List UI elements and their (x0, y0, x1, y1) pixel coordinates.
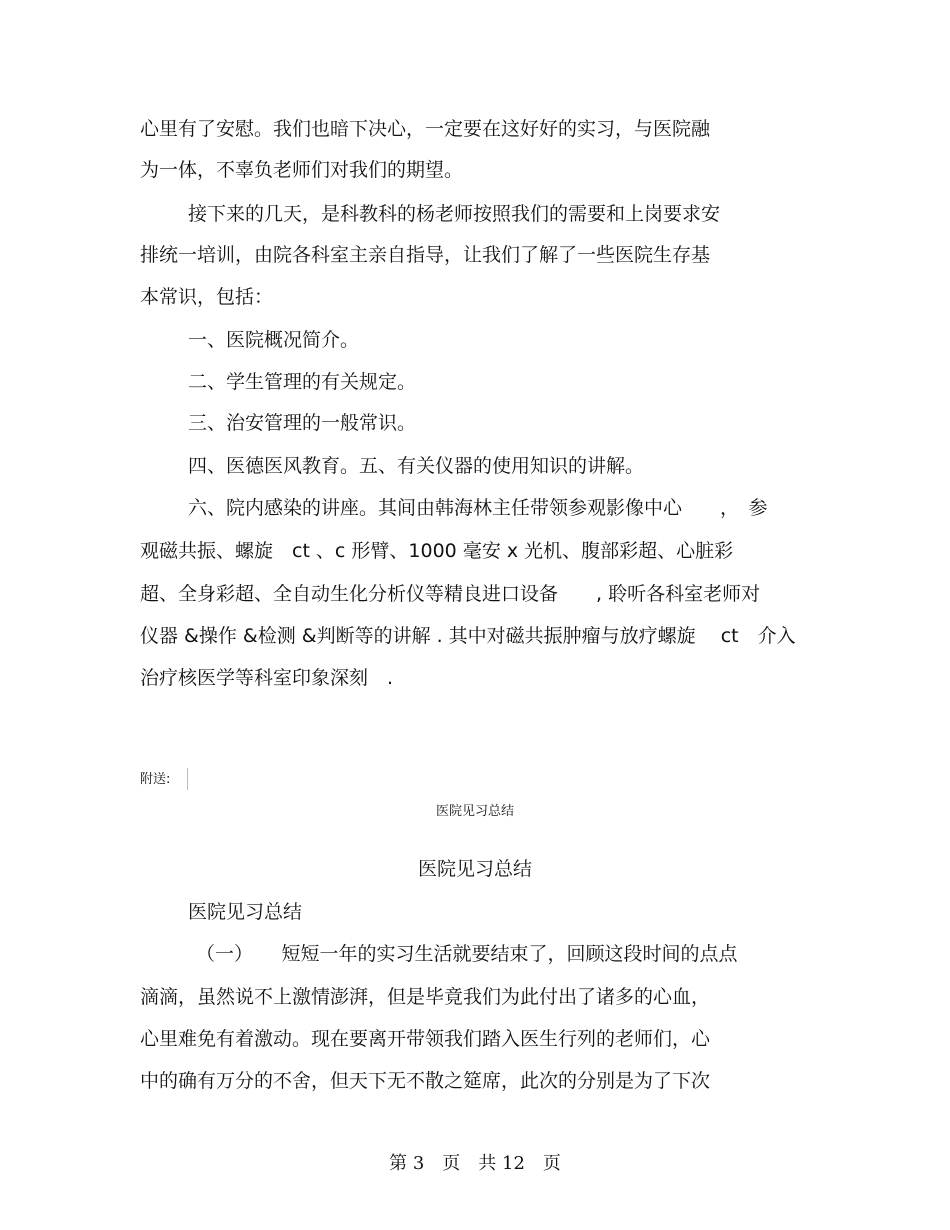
subtitle: 医院见习总结 (188, 901, 303, 923)
paragraph-line: 排统一培训，由院各科室主亲自指导，让我们了解了一些医院生存基 (140, 244, 711, 266)
paragraph-line: 心里有了安慰。我们也暗下决心，一定要在这好好的实习，与医院融 (140, 118, 711, 140)
page-title: 医院见习总结 (417, 858, 532, 880)
list-item: 三、治安管理的一般常识。 (188, 412, 417, 434)
paragraph-line: 为一体，不辜负老师们对我们的期望。 (140, 159, 464, 181)
paragraph-line: 治疗核医学等科室印象深刻 . (140, 667, 394, 689)
paragraph-line: 中的确有万分的不舍，但天下无不散之筵席，此次的分别是为了下次 (140, 1070, 711, 1092)
list-item: 一、医院概况简介。 (188, 329, 360, 351)
list-item: 二、学生管理的有关规定。 (188, 371, 417, 393)
appendix-label: 附送: (140, 772, 171, 787)
paragraph-line: 接下来的几天，是科教科的杨老师按照我们的需要和上岗要求安 (188, 203, 721, 225)
small-title: 医院见习总结 (435, 804, 514, 819)
paragraph-line: 超、全身彩超、全自动生化分析仪等精良进口设备 , 聆听各科室老师对 (140, 583, 761, 605)
paragraph-line: 心里难免有着激动。现在要离开带领我们踏入医生行列的老师们，心 (140, 1028, 711, 1050)
list-item: 六、院内感染的讲座。其间由韩海林主任带领参观影像中心 ， 参 (188, 497, 768, 519)
divider (187, 768, 188, 790)
list-item: 四、医德医风教育。五、有关仪器的使用知识的讲解。 (188, 455, 645, 477)
paragraph-line: 滴滴，虽然说不上激情澎湃，但是毕竟我们为此付出了诸多的心血， (140, 986, 711, 1008)
paragraph-line: （一） 短短一年的实习生活就要结束了，回顾这段时间的点点 (196, 943, 738, 965)
paragraph-line: 观磁共振、螺旋 ct 、c 形臂、1000 毫安 x 光机、腹部彩超、心脏彩 (140, 540, 734, 562)
paragraph-line: 仪器 &操作 &检测 &判断等的讲解 . 其中对磁共振肿瘤与放疗螺旋 ct 介入 (140, 625, 796, 647)
paragraph-line: 本常识，包括： (140, 286, 274, 308)
page-number: 第 3 页 共 12 页 (389, 1153, 561, 1174)
